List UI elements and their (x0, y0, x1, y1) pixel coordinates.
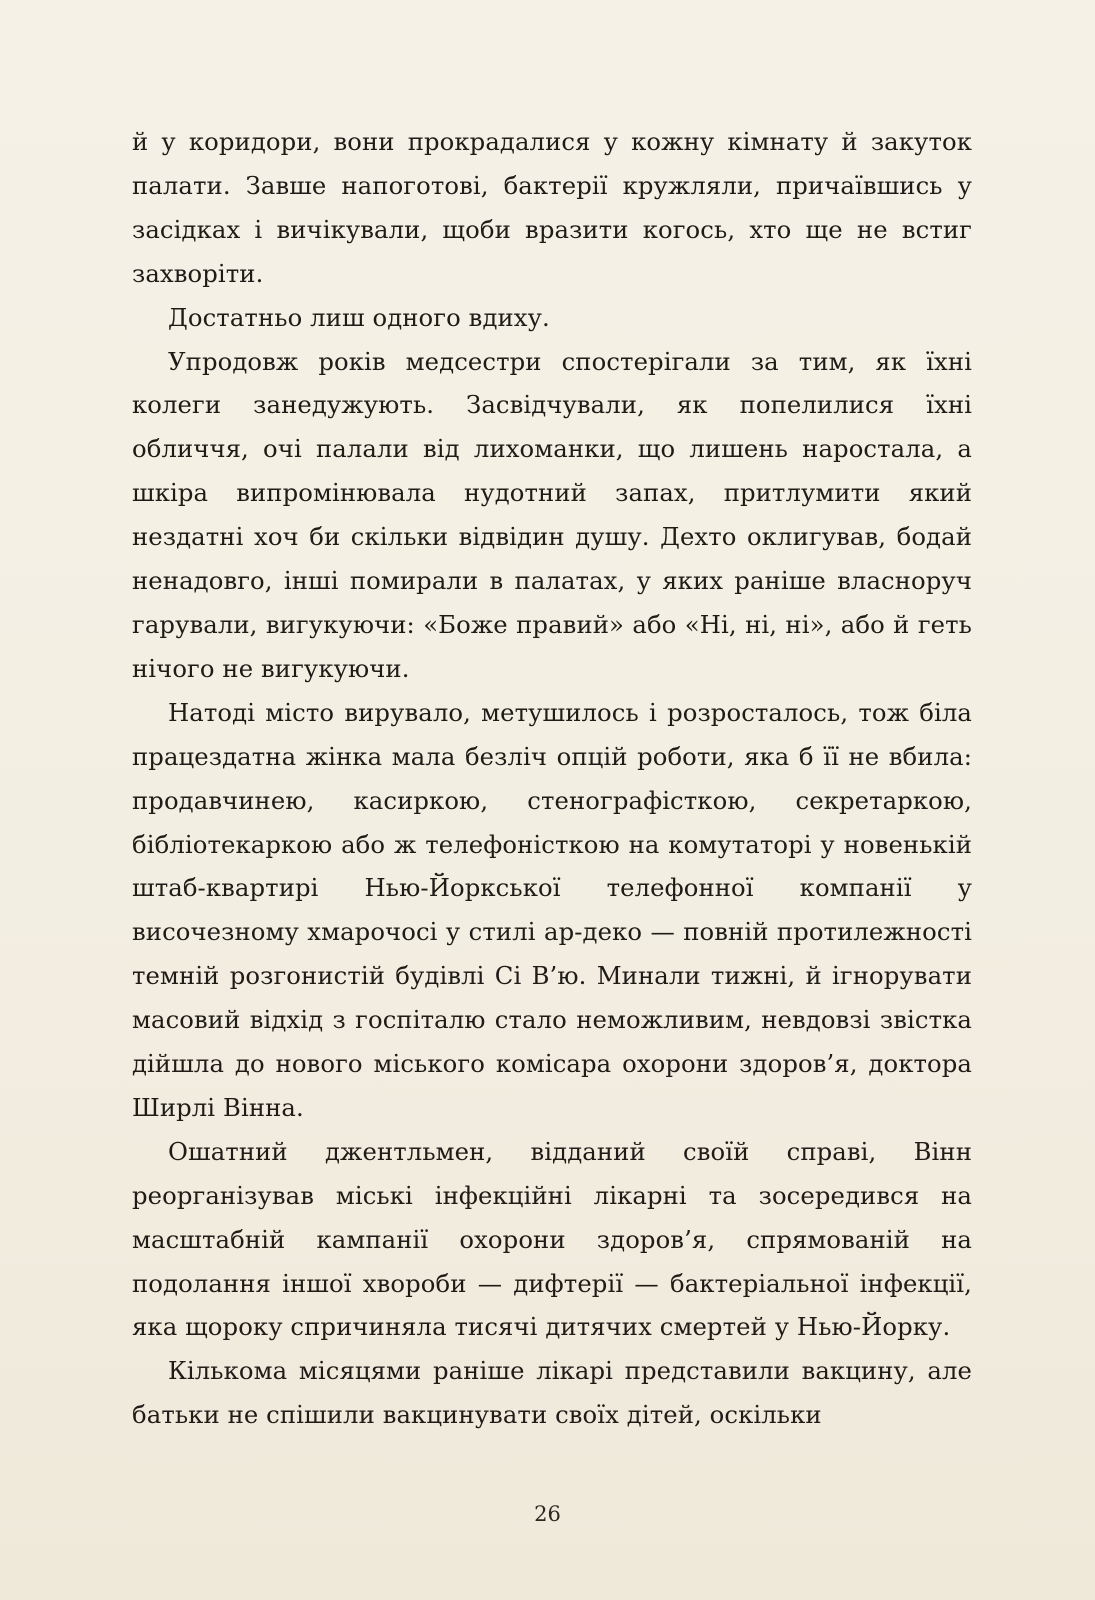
paragraph-6: Кількома місяцями раніше лікарі представили вакцину, але батьки не спішили вакцинувати своїх дітей, оскільки (132, 1356, 972, 1430)
page-number: 26 (534, 1502, 561, 1526)
paragraph-2: Достатньо лиш одного вдиху. (168, 302, 550, 332)
paragraph-1: й у коридори, вони прокрадалися у кожну кімнату й закуток палати. Завше напоготові, бактерії кружляли, причаївшись у засідках і вичікували, щоби вразити когось, хто ще не встиг захворіти. (132, 127, 972, 288)
paragraph-3: Упродовж років медсестри спостерігали за тим, як їхні колеги занедужують. Засвідчували, як попелилися їхні обличчя, очі палали від лихоманки, що лишень наростала, а шкіра випромінювала нудотний запах, притлумити який нездатні хоч би скільки відвідин душу. Дехто оклигував, бодай ненадовго, інші помирали в палатах, у яких раніше власноруч гарували, вигукуючи: «Боже правий» або «Ні, ні, ні», або й геть нічого не вигукуючи. (132, 346, 972, 683)
body-text (132, 120, 972, 1437)
paragraph-4: Натоді місто вирувало, метушилось і розросталось, тож біла працездатна жінка мала безліч опцій роботи, яка б її не вбила: продавчинею, касиркою, стенографісткою, секретаркою, бібліотекаркою або ж телефоністкою на комутаторі у новенькій штаб-квартирі Нью-Йоркської телефонної компанії у височезному хмарочосі у стилі ар-деко — повній протилежності темній розгонистій будівлі Сі В’ю. Минали тижні, й ігнорувати масовий відхід з госпіталю стало неможливим, невдовзі звістка дійшла до нового міського комісара охорони здоров’я, доктора Ширлі Вінна. (132, 697, 972, 1122)
paragraph-5: Ошатний джентльмен, відданий своїй справі, Вінн реорганізував міські інфекційні лікарні та зосередився на масштабній кампанії охорони здоров’я, спрямованій на подолання іншої хвороби — дифтерії — бактеріальної інфекції, яка щороку спричиняла тисячі дитячих смертей у Нью-Йорку. (132, 1136, 972, 1342)
